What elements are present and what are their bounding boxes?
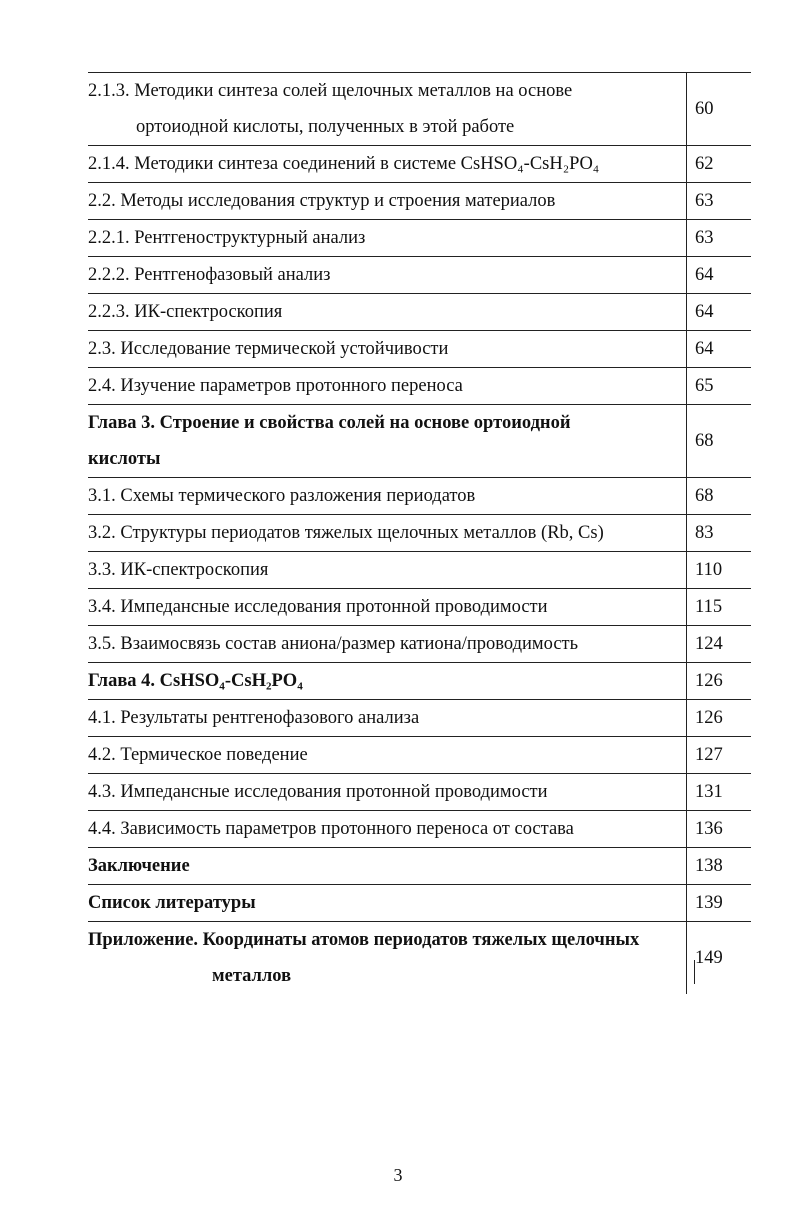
toc-entry-title <box>88 737 687 774</box>
toc-entry-page: 68 <box>687 478 752 515</box>
toc-entry-title <box>88 663 687 700</box>
toc-entry-title <box>88 589 687 626</box>
toc-row <box>88 700 751 737</box>
toc-entry-title <box>88 552 687 589</box>
toc-entry-line: ортоиодной кислоты, полученных в этой работе <box>136 117 515 137</box>
toc-entry-title <box>88 811 687 848</box>
toc-entry-page: 127 <box>687 737 752 774</box>
toc-body <box>88 73 751 995</box>
toc-row <box>88 737 751 774</box>
toc-row <box>88 885 751 922</box>
toc-entry-title <box>88 700 687 737</box>
toc-entry-page: 83 <box>687 515 752 552</box>
toc-entry-page: 124 <box>687 626 752 663</box>
toc-row <box>88 405 751 478</box>
toc-entry-line: Глава 4. CsHSO₄-CsH₂PO₄ <box>88 671 303 691</box>
toc-entry-line: Заключение <box>88 856 190 876</box>
toc-row <box>88 626 751 663</box>
toc-entry-title <box>88 146 687 183</box>
toc-row <box>88 294 751 331</box>
toc-row <box>88 368 751 405</box>
toc-entry-line: 3.2. Структуры периодатов тяжелых щелочных металлов (Rb, Cs) <box>88 523 604 543</box>
toc-entry-line: Список литературы <box>88 893 256 913</box>
toc-entry-page: 64 <box>687 257 752 294</box>
toc-entry-line: 3.5. Взаимосвязь состав аниона/размер катиона/проводимость <box>88 634 579 654</box>
toc-entry-title <box>88 922 687 995</box>
toc-row <box>88 774 751 811</box>
toc-entry-title <box>88 183 687 220</box>
toc-row <box>88 811 751 848</box>
toc-entry-page: 149 <box>687 922 752 995</box>
toc-entry-line: 4.2. Термическое поведение <box>88 745 308 765</box>
toc-entry-line: 2.4. Изучение параметров протонного переноса <box>88 376 463 396</box>
toc-row <box>88 73 751 146</box>
toc-entry-line: 2.3. Исследование термической устойчивости <box>88 339 449 359</box>
toc-entry-line: Глава 3. Строение и свойства солей на основе ортоиодной <box>88 413 571 433</box>
toc-entry-line: 4.1. Результаты рентгенофазового анализа <box>88 708 420 728</box>
toc-entry-page: 64 <box>687 331 752 368</box>
toc-entry-title <box>88 331 687 368</box>
toc-entry-page: 64 <box>687 294 752 331</box>
toc-row <box>88 552 751 589</box>
toc-entry-page: 115 <box>687 589 752 626</box>
toc-entry-title <box>88 220 687 257</box>
toc-entry-page: 139 <box>687 885 752 922</box>
toc-entry-page: 110 <box>687 552 752 589</box>
toc-entry-line: 3.4. Импедансные исследования протонной проводимости <box>88 597 548 617</box>
toc-row <box>88 515 751 552</box>
toc-entry-line: кислоты <box>88 449 161 469</box>
toc-entry-page: 60 <box>687 73 752 146</box>
toc-entry-title <box>88 885 687 922</box>
toc-entry-line: металлов <box>212 966 292 986</box>
toc-entry-line: 3.3. ИК-спектроскопия <box>88 560 269 580</box>
toc-entry-page: 62 <box>687 146 752 183</box>
toc-row <box>88 257 751 294</box>
toc-row <box>88 331 751 368</box>
toc-row <box>88 478 751 515</box>
toc-entry-title <box>88 478 687 515</box>
toc-entry-line: 2.2.2. Рентгенофазовый анализ <box>88 265 331 285</box>
toc-entry-title <box>88 257 687 294</box>
toc-row <box>88 663 751 700</box>
toc-entry-title <box>88 515 687 552</box>
toc-entry-title <box>88 774 687 811</box>
toc-entry-title <box>88 368 687 405</box>
table-of-contents <box>88 72 751 994</box>
page-number: 3 <box>393 1165 403 1185</box>
toc-entry-page: 138 <box>687 848 752 885</box>
toc-entry-line: 2.2.3. ИК-спектроскопия <box>88 302 283 322</box>
toc-row <box>88 848 751 885</box>
toc-entry-line: 4.4. Зависимость параметров протонного переноса от состава <box>88 819 574 839</box>
toc-entry-line: 2.1.4. Методики синтеза соединений в системе CsHSO₄-CsH₂PO₄ <box>88 154 600 174</box>
toc-entry-title <box>88 848 687 885</box>
toc-entry-page: 63 <box>687 220 752 257</box>
toc-entry-line: Приложение. Координаты атомов периодатов тяжелых щелочных <box>88 930 640 950</box>
toc-entry-title <box>88 626 687 663</box>
toc-entry-line: 2.2.1. Рентгеноструктурный анализ <box>88 228 366 248</box>
toc-entry-line: 2.2. Методы исследования структур и строения материалов <box>88 191 556 211</box>
toc-entry-title <box>88 405 687 478</box>
toc-entry-page: 65 <box>687 368 752 405</box>
toc-entry-page: 68 <box>687 405 752 478</box>
toc-entry-line: 4.3. Импедансные исследования протонной проводимости <box>88 782 548 802</box>
page-column-divider <box>694 960 695 984</box>
toc-row <box>88 146 751 183</box>
toc-row <box>88 922 751 995</box>
toc-row <box>88 183 751 220</box>
toc-entry-page: 126 <box>687 663 752 700</box>
toc-entry-title <box>88 294 687 331</box>
toc-entry-page: 131 <box>687 774 752 811</box>
toc-row <box>88 589 751 626</box>
toc-entry-page: 126 <box>687 700 752 737</box>
toc-entry-line: 3.1. Схемы термического разложения периодатов <box>88 486 476 506</box>
toc-row <box>88 220 751 257</box>
toc-entry-title <box>88 73 687 146</box>
toc-entry-page: 63 <box>687 183 752 220</box>
toc-entry-page: 136 <box>687 811 752 848</box>
toc-entry-line: 2.1.3. Методики синтеза солей щелочных металлов на основе <box>88 81 573 101</box>
